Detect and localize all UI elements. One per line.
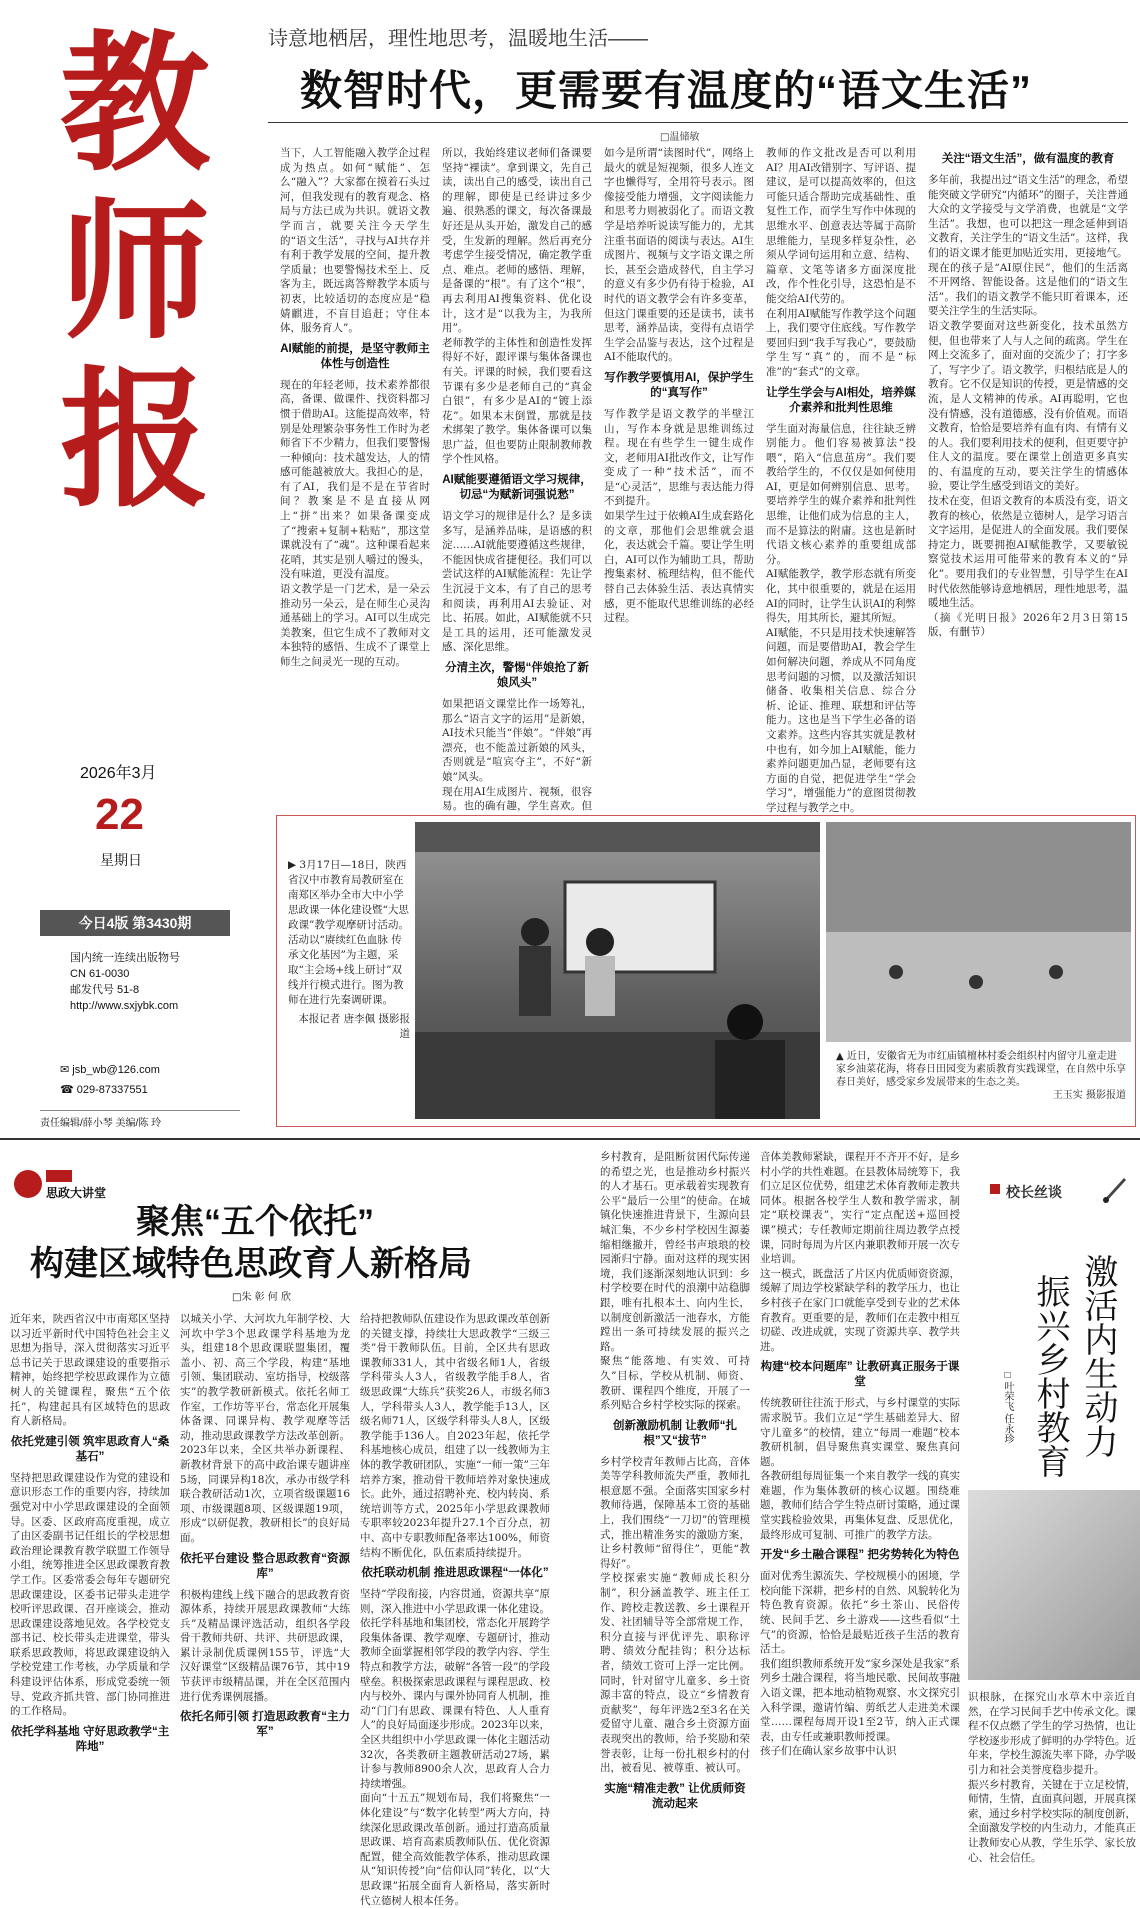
- article-subhead: 开发“乡土融合课程” 把劣势转化为特色: [760, 1549, 960, 1562]
- article-paragraph: 语文学习的规律是什么？是多读多写，是涵养品味，是语感的积淀……AI就能要遵循这些规律，不能因快成省捷便径。我们可以尝试这样的AI赋能流程：先让学生沉浸于文本，有了自己的思考和阅读，再利用AI去验证、对比、拓展。如此，AI赋能就不只是工具的运用，还可能激发灵感、深化思维。: [442, 510, 592, 654]
- article-paragraph: 如果把语文课堂比作一场筹礼，那么“语言文字的运用”是新娘，AI技术只能当“伴娘”。“伴娘”再漂亮，也不能盖过新娘的风头，否则就是“喧宾夺主”，不好“新娘”风头。: [442, 698, 592, 783]
- bottom-left-column-2: [180, 1312, 350, 1892]
- article-subhead: 依托平台建设 整合思政教育“资源库”: [180, 1552, 350, 1580]
- article-subhead: 分清主次，警惕“伴娘抢了新娘风头”: [445, 662, 589, 689]
- article-paragraph: 当下，人工智能融入教学企过程成为热点。如何“赋能”、怎么“融入”？大家都在摸着石头过河，但我发现有的教育观念、格局与方法已成为共识。就语文教学而言，就要关注今天学生的“语文生活”，寻找与AI共存并有利于教学发展的空间，提升教学质量；也要警惕技术至上、反客为主，既远离答辩教学本质与初衷，比较适切的态度应是“稳婧麒进，不盲目追赶；守住本体，服务育人”。: [280, 147, 430, 335]
- article-paragraph: 面向“十五五”规划布局，我们将聚焦“一体化建设”与“数字化转型”两大方向，持续深化思政课改革创新。通过打造高质量思政课、培育高素质教师队伍、优化资源配置，健全高效能教学体系，推动思政课从“知识传授”向“信仰认同”转化，以“大思政课”拓展全面育人新格局，落实新时代立德树人根本任务。: [360, 1792, 550, 1907]
- issue-info: 今日4版 第3430期: [40, 910, 230, 936]
- article-subhead: 关注“语文生活”，做有温度的教育: [941, 153, 1115, 165]
- bottom-right-byline: □叶荣飞 任永珍: [1002, 1370, 1013, 1444]
- article-paragraph: 在利用AI赋能写作教学这个问题上，我们要守住底线。写作教学要回归到“我手写我心”，要鼓励学生写“真”的，而不是“标准”的“套式”的文章。: [766, 307, 916, 378]
- photo-caption-left-text: ▶ 3月17日—18日，陕西省汉中市教育局教研室在南郑区举办全市大中小学思政课一体化建设暨“大思政课”教学观摩研讨活动。活动以“赓续红色血脉 传承文化基因”为主题，采取“主会场+线上研讨”双线并行模式进行。图为教师在进行先秦调研课。: [288, 859, 409, 1006]
- article-paragraph: 识根脉，在探究山水草木中亲近自然，在学习民间手艺中传承文化。课程不仅点燃了学生的学习热情，也让学校逐步形成了鲜明的办学特色。近年来，学校生源流失率下降，办学吸引力和社会美誉度稳步提升。: [968, 1691, 1136, 1776]
- publication-line1: 国内统一连续出版物号: [70, 952, 180, 964]
- article-subhead: 让学生学会与AI相处，培养媒介素养和批判性思维: [766, 386, 916, 414]
- article-paragraph: 语文教学是一门艺术，是一朵云推动另一朵云，是在师生心灵沟通基础上的学习。AI可以生成完美教案，但它生成不了教师对文本独特的感悟、生成不了课堂上师生之间灵光一现的互动。: [280, 583, 430, 668]
- bottom-right-title-line1: 激活内生动力: [1079, 1254, 1117, 1458]
- article-subhead: 依托学科基地 守好思政教学“主阵地”: [10, 1725, 170, 1753]
- email-line: [60, 1060, 160, 1080]
- sizheng-logo: [8, 1162, 108, 1206]
- publication-info: [70, 950, 180, 1014]
- photo-caption-right-credit: 王玉实 摄影报道: [1052, 1090, 1126, 1101]
- bottom-left-title-line1: 聚焦“五个依托”: [136, 1203, 374, 1241]
- bottom-left-byline: □朱 彰 何 欣: [232, 1292, 291, 1303]
- headline-rule: [268, 122, 1128, 123]
- publication-line2: CN 61-0030: [70, 968, 130, 980]
- article-kicker: 诗意地栖居，理性地思考，温暖地生活——: [268, 28, 648, 50]
- article-paragraph: 近年来，陕西省汉中市南郑区坚持以习近平新时代中国特色社会主义思想为指导，深入贯彻落实习近平总书记关于思政课建设的重要指示精神，始终把学校思政课作为立德树人的关键课程，聚焦“五个依托”，构建起具有区域特色的思政育人新格局。: [10, 1313, 170, 1428]
- article-column-1: [280, 146, 430, 806]
- article-subhead: 创新激励机制 让教师“扎根”又“拔节”: [613, 1419, 737, 1447]
- bottom-left-column-3: [360, 1312, 550, 1907]
- article-headline: 数智时代，更需要有温度的“语文生活”: [300, 67, 1033, 114]
- article-byline: □温储敏: [660, 132, 700, 143]
- sizheng-logo-text: 思政大讲堂: [46, 1186, 107, 1200]
- website-link[interactable]: http://www.sxjybk.com: [70, 1000, 179, 1012]
- bottom-right-column: [968, 1690, 1136, 1892]
- article-paragraph: 如果学生过于依赖AI生成套路化的文章，那他们会思维就会退化，表达就会千篇。要让学生明白，AI可以作为辅助工具，帮助搜集素材、梳理结构，但不能代替自己去体验生活、表达真情实感，更不能取代思维训练的必经过程。: [604, 510, 754, 625]
- quill-icon: [1100, 1174, 1130, 1204]
- article-column-2: [442, 146, 592, 813]
- article-paragraph: 所以，我始终建议老师们备课要坚持“裸读”。拿到课文，先自己读，读出自己的感受，读出自己的理解，即使是已经讲过多少遍、很熟悉的课文，每次备课最好还是从头开始，激发自己的感受，生发新的理解。然后再充分考虑学生接受情况，确定教学重点、难点。老师的感悟、理解，是备课的“根”。有了这个“根”，再去利用AI搜集资料、优化设计，这才是“以我为主，为我所用”。: [442, 147, 592, 335]
- dandelion-photo: [968, 1490, 1140, 1680]
- column-label-marker: [990, 1184, 1000, 1194]
- article-subhead: 依托党建引领 筑牢思政育人“桑基石”: [10, 1435, 170, 1463]
- article-paragraph: 面对优秀生源流失、学校规模小的困境，学校向能下深耕，把乡村的自然、风貌转化为特色教育资源。依托“乡土茶山、民俗传统、民间手艺、乡土游戏——这些看似“土气”的资源，恰恰是最贴近孩子生活的教育活土。: [760, 1570, 960, 1656]
- article-paragraph: AI赋能，不只是用技术快速解答问题，而是要借助AI，教会学生如何解决问题，养成从不同角度思考问题的习惯，以及激活知识储备、收集相关信息、综合分析、论证、推理、联想和评估等能力。这也是当下学生必备的语文素养。这些内容其实就是教材中也有，如今加上AI赋能，能力素养问题更加凸显，老师要有这方面的自觉，把促进学生“学会学习”，增强能力”的意图贯彻教学过程与教学之中。: [766, 626, 916, 814]
- article-paragraph: 老师教学的主体性和创造性发挥得好不好，跟评课与集体备课也有关。评课的时候，我们要看这节课有多少是老师自己的“真金白银”，有多少是AI的“镀上添花”。如果本末倒置，那就是技术绑架了教学。集体备课可以集思广益，但也要防止限制教师教学个性风格。: [442, 336, 592, 466]
- article-subhead: 依托联动机制 推进思政课程“一体化”: [361, 1567, 549, 1580]
- article-subhead: AI赋能的前提，是坚守教师主体性与创造性: [280, 342, 430, 370]
- bottom-mid-column-2: [760, 1150, 960, 1892]
- issue-day: 22: [95, 790, 144, 839]
- article-paragraph: 现在的年轻老师，技术素养都很高，备课、做课件、找资料都习惯于借助AI。这能提高效率，特别是处理繁杂事务性工作时为老师省下不少精力，但我们要警惕一种倾向：技术越发达，人的情感可能越被放大。我担心的是，有了AI，我们是不是在节省时间？教案是不是直接从网上“拼”出来？如果备课变成了“搜索+复制+粘贴”，那这堂课就没有了“魂”。这种课看起来花哨，其实是别人嚼过的馒头，没有味道，更没有温度。: [280, 378, 430, 581]
- article-paragraph: 多年前，我提出过“语文生活”的理念，希望能突破文学研究“内循环”的圈子，关注普通大众的文学接受与文学消费，也就是“文学生活”。我想，也可以把这一理念延伸到语文教育，关注学生的“语文生活”。这样，我们的语文课才能更加贴近实用，更接地气。: [928, 174, 1128, 259]
- article-column-5: [928, 146, 1128, 806]
- article-column-4: [766, 146, 916, 814]
- article-paragraph: 技术在变，但语文教育的本质没有变，语文教育的核心，依然是立德树人，是学习语言文字运用，是促进人的全面发展。我们要保持定力，既要拥抱AI赋能教学，又要敏锐察觉技术运用可能带来的教育本义的“异化”。要用我们的专业智慧，引导学生在AI时代依然能够诗意地栖居，理性地思考，温暖地生活。: [928, 495, 1128, 610]
- publication-line3: 邮发代号 51-8: [70, 984, 140, 996]
- masthead: [0, 0, 240, 1130]
- issue-weekday: 星期日: [100, 852, 142, 868]
- article-paragraph: 学生面对海量信息，往往缺乏辨别能力。他们容易被算法“投喂”，陷入“信息茧房”。我们要教给学生的，不仅仅是如何使用AI，更是如何辨别信息、思考。要培养学生的媒介素养和批判性思维，让他们成为信息的主人，而不是算法的附庸。这也是新时代语文核心素养的重要组成部分。: [766, 422, 916, 566]
- article-paragraph: 学校探索实施“教师成长积分制”，积分涵盖教学、班主任工作、跨校走教送教、乡土课程开发、社团辅导等全部常规工作，积分直接与评优评先、职称评聘、绩效分配挂钩；积分达标者，绩效工资可上浮一定比例。同时，针对留守儿童多、乡土资源丰富的特点，设立“乡情教育贡献奖”，每年评选2至3名在关爱留守儿童、融合乡土资源方面表现突出的教师，给予奖励和荣誉表彰，让每一份扎根乡村的付出，被看见、被尊重、被认可。: [600, 1572, 750, 1775]
- bottom-right-title-line2: 振兴乡村教育: [1031, 1274, 1069, 1478]
- contact-info: [60, 1060, 160, 1100]
- article-paragraph: 音体美教师紧缺，课程开不齐开不好，是乡村小学的共性难题。在县教体局统筹下，我们立足区位优势，组建艺术体育教师走教共同体。根据各校学生人数和教学需求，制定“联校课表”，实行“定点配送+巡回授课”模式；专任教师定期前往周边教学点授课，同时每周为片区内兼职教师开展一次专业培训。: [760, 1151, 960, 1266]
- photo-caption-right-text: ▲ 近日，安徽省无为市红庙镇檀林村委会组织村内留守儿童走进家乡油菜花海，将春日田园变为素质教育实践课堂，在自然中乐享春日美好，感受家乡发展带来的生态之美。: [836, 1051, 1126, 1088]
- article-paragraph: AI赋能教学，教学形态就有所变化，其中很重要的，就是在运用AI的同时，让学生认识AI的利弊得失，用其所长，避其所短。: [766, 568, 916, 625]
- article-source-note: （摘《光明日报》2026年2月3日第15版，有删节）: [928, 611, 1128, 639]
- article-subhead: AI赋能要遵循语文学习规律，切忌“为赋新词强说愁”: [442, 474, 592, 502]
- article-paragraph: 传统教研往往流于形式，与乡村课堂的实际需求脱节。我们立足“学生基础差异大、留守儿童多”的校情，建立“每周一难题”校本教研机制，倡导聚焦真实课堂、聚焦真问题。: [760, 1397, 960, 1468]
- article-paragraph: 这一模式，既盘活了片区内优质师资资源，缓解了周边学校紧缺学科的教学压力，也让乡村孩子在家门口就能享受到专业的艺术体育教育。更重要的是，教师们在走教中相互切磋、改进成就，实现了资源共享、教学共进。: [760, 1267, 960, 1353]
- article-paragraph: 现在用AI生成图片、视频，很容易。也的确有趣，学生喜欢。但: [442, 785, 592, 813]
- article-paragraph: 我们组织教师系统开发“家乡深处是我家”系列乡土融合课程，将当地民歌、民间故事融入语文课，把本地动植物观察、水文探究引入科学课，邀请竹编、剪纸艺人走进美术课堂……课程每周开设1至2节，纳入正式课表，由专任或兼职教师授课。: [760, 1657, 960, 1743]
- article-subhead: 实施“精准走教” 让优质师资流动起来: [604, 1782, 746, 1810]
- article-paragraph: 孩子们在确认家乡故事中认识: [760, 1745, 897, 1758]
- article-paragraph: 振兴乡村教育，关键在于立足校情，师情，生情，直面真问题，开展真探索，通过乡村学校实际的制度创新，全面激发学校的内生动力，才能真正让教师安心从教，学生乐学、家长放心、社会信任。: [968, 1778, 1136, 1864]
- phone-line: [60, 1080, 160, 1100]
- bottom-mid-column-1: [600, 1150, 750, 1892]
- quill-icon-svg: [1100, 1174, 1130, 1204]
- article-paragraph: 聚焦“能落地、有实效、可持久”目标，学校从机制、师资、教研、课程四个维度，开展了一系列贴合乡村学校实际的探索。: [600, 1355, 750, 1412]
- editors-credit: 责任编辑/薛小琴 美编/陈 玲: [40, 1110, 240, 1129]
- article-paragraph: 给持把教师队伍建设作为思政课改革创新的关键支撑，持续壮大思政教学“三级三类”骨干教师队伍。目前，全区共有思政课教师331人，其中省级名师1人，省级学科带头人3人，省级教学能手8人，省级思政课“大练兵”获奖26人，市级名师3人，学科带头人3人，教学能手13人，区级名师71人，区级学科带头人8人，区级教学能手136人。自2023年起，依托学科基地核心成员，组建了以一线教师为主体的教学教研团队，实施“一师一策”三年培养方案，推动骨干教师培养对象快速成长。此外，通过招聘补充、校内转岗、系统培训等方式，2025年小学思政课教师专职率较2023年提升27.1个百分点，初中、高中专职教师配备率达100%，师资结构不断优化，队伍素质持续提升。: [360, 1313, 550, 1559]
- photo-caption-left: [288, 858, 410, 1042]
- phone-icon: ☎: [60, 1084, 77, 1096]
- photo-caption-right: [836, 1050, 1126, 1102]
- article-paragraph: 积极构建线上线下融合的思政教育资源体系，持续开展思政课教师“大练兵”及精品课评选活动，组织各学段骨干教师共研、共评、共研思政课，累计录制优质课例155节，评选“大汉好课堂”区级精品课76节，其中19节获评市级精品课，并在全区范围内进行优秀课例展播。: [180, 1588, 350, 1703]
- article-paragraph: 写作教学是语文教学的半壁江山，写作本身就是思维训练过程。现在有些学生一键生成作文，老师用AI批改作文，让写作变成了一种“技术活”，而不是“心灵活”，思维与表达能力得不到提升。: [604, 407, 754, 508]
- column-label: 校长丝谈: [1006, 1184, 1062, 1200]
- article-paragraph: 乡村学校青年教师占比高，音体美等学科教师流失严重，教师扎根意愿不强。全面落实国家乡村教师待遇，保障基本工资的基础上，我们围绕“一刀切”的管理模式，推出精准务实的激励方案，让乡村教师“留得住”，更能“教得好”。: [600, 1455, 750, 1570]
- article-paragraph: 乡村教育，是阻断贫困代际传递的希望之光，也是推动乡村振兴的人才基石。更承载着实现教育公平“最后一公里”的使命。在城镇化快速推进背景下，生源向县城汇集，不少乡村学校因生源萎缩相继撤并，曾经书声琅琅的校园渐归宁静。面对这样的现实困境，我们逐渐深刻地认识到：乡村学校要在时代的浪潮中站稳脚跟，唯有扎根本土、向内生长，以制度创新激活一池春水，方能蹚出一条可持续发展的振兴之路。: [600, 1151, 750, 1353]
- bottom-left-title-line2: 构建区域特色思政育人新格局: [30, 1245, 472, 1283]
- article-column-3: [604, 146, 754, 806]
- issue-date: 2026年3月: [80, 765, 157, 782]
- article-paragraph: 坚持把思政课建设作为党的建设和意识形态工作的重要内容，持续加强党对中小学思政课建设的全面领导。区委、区政府高度重视，成立了由区委副书记任组长的学校思想政治理论课教育教学联盟工作领导小组，统筹推进全区思政课教育教学工作。区委常委会每年专题研究思政课建设，区委书记带头走进学校听评思政课、召开座谈会，推动思政课建设落地见效。各学校党支部书记、校长带头走进课堂，带头联系思政教师，将思政课建设纳入学校党建工作考核，办学质量和学科建设评估体系，形成党委统一领导、党政齐抓共管、部门协同推进的工作格局。: [10, 1471, 170, 1718]
- classroom-photo-illustration: [415, 822, 820, 1119]
- bottom-left-column-1: [10, 1312, 170, 1892]
- article-paragraph: 语文教学要面对这些新变化，技术虽然方便，但也带来了人与人之间的疏离。学生在网上交流多了，面对面的交流少了；打字多了，写字少了。语文教学，归根结底是人的教育。它不仅是知识的传授，更是情感的交流，是人文精神的传承。AI再聪明，它也没有情感，没有道德感，没有价值观。而语文教育，恰恰是要培养有血有肉、有情有义的人。我们要利用技术的便利，但更要守护住人文的温度。要在课堂上创造更多真实的、有温度的互动，要关注学生的情感体验，要让学生感受到语文的美好。: [928, 319, 1128, 493]
- article-subhead: 依托名师引领 打造思政教育“主力军”: [180, 1711, 350, 1739]
- email-text[interactable]: jsb_wb@126.com: [72, 1064, 160, 1076]
- article-paragraph: 现在的孩子是“AI原住民”，他们的生活离不开网络、智能设备。这是他们的“语文生活”。我们的语文教学不能只盯着课本，还要关注学生的生活实际。: [928, 261, 1128, 318]
- section-divider: [0, 1138, 1140, 1140]
- email-icon: ✉: [60, 1064, 73, 1076]
- article-paragraph: 以城关小学、大河坎九年制学校、大河坎中学3个思政课学科基地为龙头，组建18个思政课联盟集团，覆盖小、初、高三个学段，构建“基地引领、集团联动、室坊指导，校级落实”的教学教研新模式。依托名师工作室，工作坊等平台，常态化开展集体备课、同课异构、教学观摩等活动，推动思政课教学方法改革创新。2023年以来，全区共举办新课程、新教材背景下的高中政治课专题讲座5场，同课异构18次，承办市级学科联合教研活动1次，立项省级课题16项、市级课题8项、区级课题19项，形成“以研促教，教研相长”的良好局面。: [180, 1313, 350, 1544]
- photo-caption-left-credit: 本报记者 唐李佩 摄影报道: [298, 1013, 410, 1040]
- classroom-photo: [415, 822, 820, 1119]
- article-subhead: 构建“校本问题库” 让教研真正服务于课堂: [760, 1361, 960, 1389]
- article-paragraph: 坚持“学段衔接，内容贯通，资源共享”原则，深入推进中小学思政课一体化建设。依托学科基地和集团校，常态化开展跨学段集体备课、教学观摩、专题研讨，推动教师全面掌握相邻学段的教学内容、学生特点和教学方法，破解“各管一段”的学段壁垒。积极探索思政课程与课程思政、校内与校外、课内与课外协同育人机制，推动“门门有思政、课课有特色、人人重育人”的良好局面逐步形成。2023年以来，全区共组织中小学思政课一体化主题活动32次，各类教研主题教研活动27场，累计参与教师8900余人次，思政育人合力持续增强。: [360, 1588, 550, 1790]
- article-subhead: 写作教学要慎用AI，保护学生的“真写作”: [604, 371, 754, 399]
- article-paragraph: 教师的作文批改是否可以利用AI？用AI改错别字、写评语、提建议，是可以提高效率的，但这可能只适合帮助完成基础性、重复性工作，而学生写作中体现的思维水平、创意表达等属于高阶思维能力，呈现多样复杂性，必须从学词句运用和立意、结构、篇章、文笔等诸多方面深度批改，作个性化引导，这恐怕是不能交给AI代劳的。: [766, 147, 916, 305]
- article-paragraph: 如今是所谓“读图时代”，网络上最火的就是短视频，很多人连文字也懒得写，全用符号表示。图像接受能力增强，文字阅读能力和思考力则被弱化了。而语文教学是培养听说读写能力的，尤其注重书面语的阅读与表达。AI生成图片、视频与文字语文课之所长，甚至会造成替代，自主学习的意义有多少仍有待于检验，AI时代的语文教学会有许多变革，但这门课重要的还是读书，读书思考，涵养品读，变得有点语学生学会品鉴与表达，这个过程是AI不能取代的。: [604, 147, 754, 364]
- phone-text: 029-87337551: [76, 1084, 148, 1096]
- newspaper-title: 教师报: [59, 16, 210, 528]
- article-paragraph: 各教研组每周征集一个来自教学一线的真实难题，作为集体教研的核心议题。围绕难题，教师们结合学生特点研讨策略，通过课堂实践检验效果，再集体复盘、反思优化，最终形成可复制、可推广的教学方法。: [760, 1470, 960, 1541]
